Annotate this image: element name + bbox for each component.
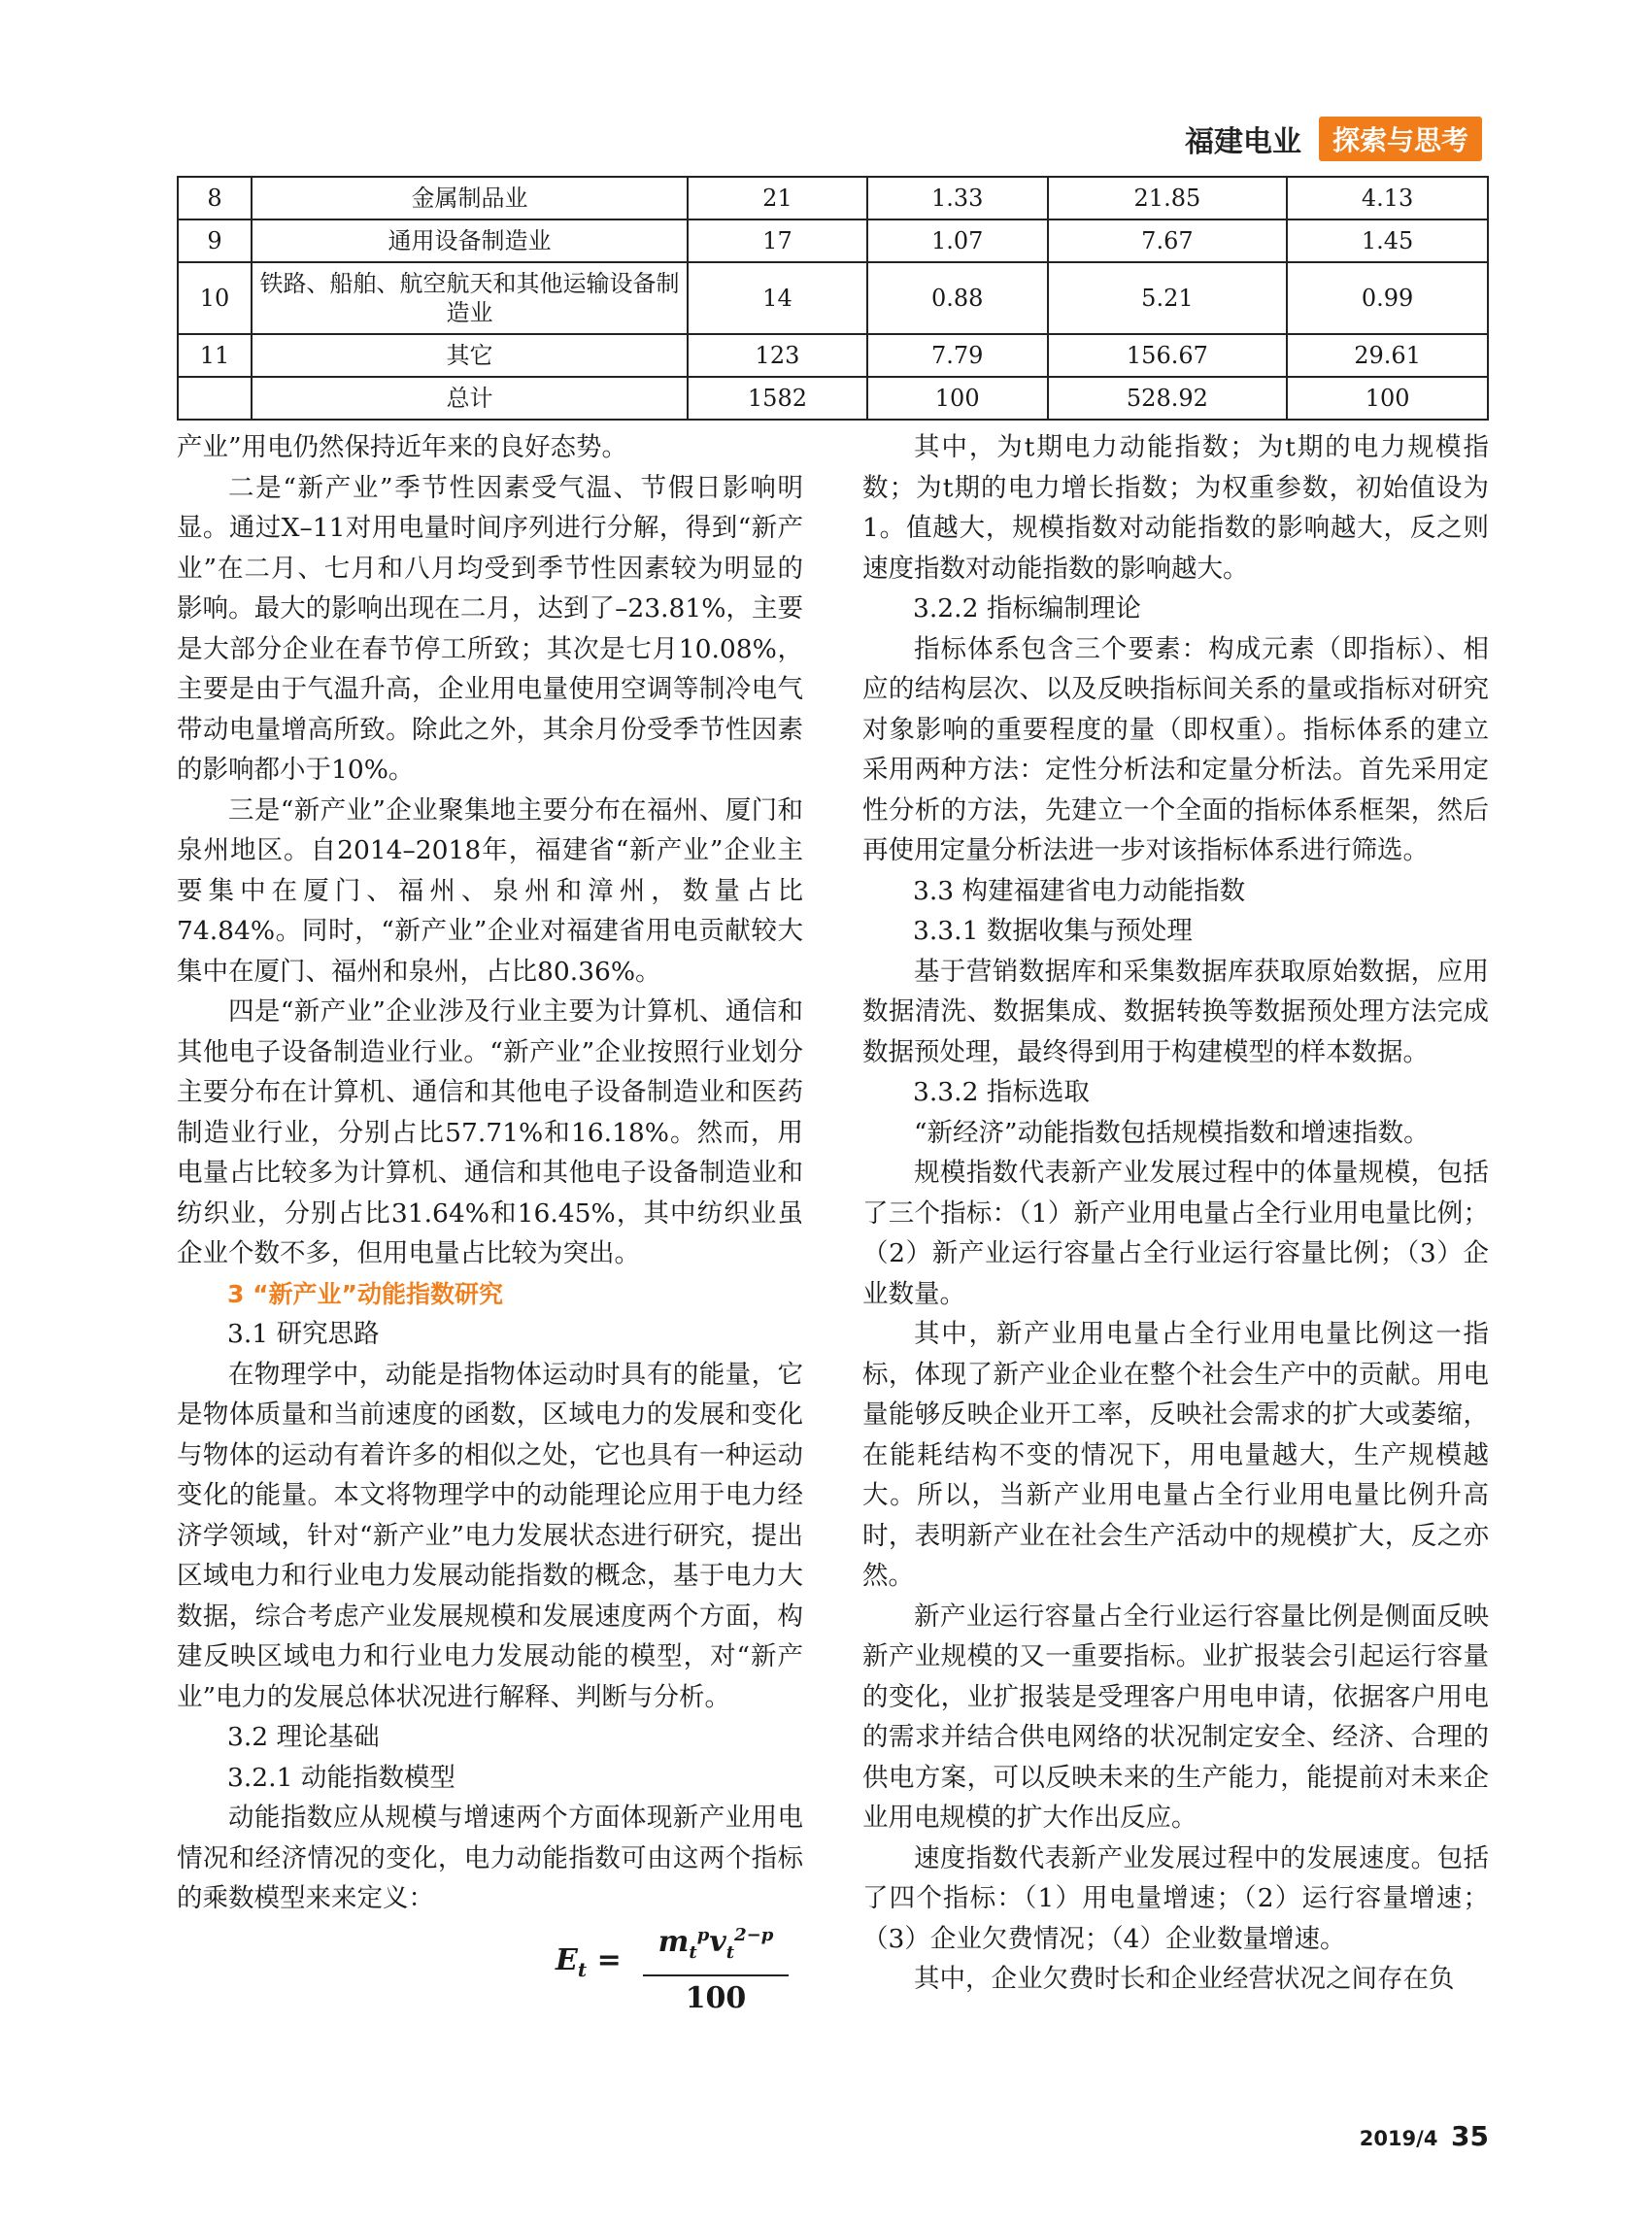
paragraph: 其中，为t期电力动能指数；为t期的电力规模指数；为t期的电力增长指数；为权重参数，初始值设为1。值越大，规模指数对动能指数的影响越大，反之则速度指数对动能指数的影响越大。: [862, 432, 1489, 584]
paragraph: 四是“新产业”企业涉及行业主要为计算机、通信和其他电子设备制造业行业。“新产业”企业按照行业划分主要分布在计算机、通信和其他电子设备制造业和医药制造业行业，分别占比57.71%和16.18%。然而，用电量占比较多为计算机、通信和其他电子设备制造业和纺织业，分别占比31.64%和16.45%，其中纺织业虽企业个数不多，但用电量占比较为突出。: [177, 996, 803, 1268]
row-number: 10: [178, 262, 252, 334]
subsubsection-heading: 3.2.2 指标编制理论: [913, 593, 1141, 624]
table-cell: 29.61: [1287, 334, 1488, 377]
paragraph: 速度指数代表新产业发展过程中的发展速度。包括了四个指标：（1）用电量增速；（2）运行容量增速；（3）企业欠费情况；（4）企业数量增速。: [862, 1842, 1489, 1954]
left-column: [177, 427, 803, 2015]
right-column: [862, 427, 1489, 2000]
table-cell: 1.33: [867, 177, 1048, 219]
table-cell: 100: [1287, 377, 1488, 420]
page-header: [1185, 117, 1482, 161]
table-cell: 17: [688, 219, 867, 262]
table-row: [178, 334, 1488, 377]
table-row-total: [178, 377, 1488, 420]
paragraph: 基于营销数据库和采集数据库获取原始数据，应用数据清洗、数据集成、数据转换等数据预处理方法完成数据预处理，最终得到用于构建模型的样本数据。: [862, 956, 1489, 1067]
paragraph: 产业”用电仍然保持近年来的良好态势。: [177, 432, 628, 462]
table-cell: 1.45: [1287, 219, 1488, 262]
paragraph: 新产业运行容量占全行业运行容量比例是侧面反映新产业规模的又一重要指标。业扩报装会引起运行容量的变化，业扩报装是受理客户用电申请，依据客户用电的需求并结合供电网络的状况制定安全、经济、合理的供电方案，可以反映未来的生产能力，能提前对未来企业用电规模的扩大作出反应。: [862, 1601, 1489, 1833]
industry-name: 金属制品业: [252, 177, 688, 219]
industry-name: 铁路、船舶、航空航天和其他运输设备制造业: [252, 262, 688, 334]
row-number: 11: [178, 334, 252, 377]
row-number: 9: [178, 219, 252, 262]
page-footer: [1360, 2120, 1489, 2152]
subsubsection-heading: 3.2.1 动能指数模型: [227, 1762, 455, 1793]
formula-denominator: 100: [685, 1981, 747, 2015]
table-cell: 0.99: [1287, 262, 1488, 334]
paragraph: 其中，企业欠费时长和企业经营状况之间存在负: [914, 1964, 1455, 1994]
table-cell: 7.67: [1048, 219, 1288, 262]
table-cell: 21.85: [1048, 177, 1288, 219]
table-cell: 5.21: [1048, 262, 1288, 334]
section-tag: 探索与思考: [1319, 117, 1482, 161]
table-cell: 123: [688, 334, 867, 377]
subsubsection-heading: 3.3.2 指标选取: [913, 1077, 1090, 1107]
subsection-heading: 3.2 理论基础: [227, 1722, 380, 1752]
industry-name: 总计: [252, 377, 688, 420]
paragraph: 规模指数代表新产业发展过程中的体量规模，包括了三个指标：（1）新产业用电量占全行业用电量比例；（2）新产业运行容量占全行业运行容量比例；（3）企业数量。: [862, 1158, 1489, 1309]
formula-fraction: [643, 1915, 789, 2019]
subsection-heading: 3.1 研究思路: [227, 1319, 380, 1349]
industry-name: 其它: [252, 334, 688, 377]
paragraph: 二是“新产业”季节性因素受气温、节假日影响明显。通过X–11对用电量时间序列进行分解，得到“新产业”在二月、七月和八月均受到季节性因素较为明显的影响。最大的影响出现在二月，达到了–23.81%，主要是大部分企业在春节停工所致；其次是七月10.08%，主要是由于气温升高，企业用电量使用空调等制冷电气带动电量增高所致。除此之外，其余月份受季节性因素的影响都小于10%。: [177, 472, 803, 785]
table-cell: 156.67: [1048, 334, 1288, 377]
issue-number: 2019/4: [1359, 2127, 1438, 2150]
paragraph: “新经济”动能指数包括规模指数和增速指数。: [914, 1117, 1430, 1148]
industry-table: [177, 176, 1489, 421]
paragraph: 在物理学中，动能是指物体运动时具有的能量，它是物体质量和当前速度的函数，区域电力的发展和变化与物体的运动有着许多的相似之处，它也具有一种运动变化的能量。本文将物理学中的动能理论应用于电力经济学领域，针对“新产业”电力发展状态进行研究，提出区域电力和行业电力发展动能指数的概念，基于电力大数据，综合考虑产业发展规模和发展速度两个方面，构建反映区域电力和行业电力发展动能的模型，对“新产业”电力的发展总体状况进行解释、判断与分析。: [177, 1359, 803, 1712]
industry-name: 通用设备制造业: [252, 219, 688, 262]
subsubsection-heading: 3.3.1 数据收集与预处理: [913, 916, 1193, 946]
paragraph: 动能指数应从规模与增速两个方面体现新产业用电情况和经济情况的变化，电力动能指数可由这两个指标的乘数模型来来定义：: [177, 1803, 803, 1913]
paragraph: 三是“新产业”企业聚集地主要分布在福州、厦门和泉州地区。自2014–2018年，福建省“新产业”企业主要集中在厦门、福州、泉州和漳州，数量占比74.84%。同时，“新产业”企业对福建省用电贡献较大集中在厦门、福州和泉州，占比80.36%。: [177, 794, 803, 987]
page-number: 35: [1451, 2120, 1489, 2152]
kinetic-index-formula: [556, 1915, 803, 2015]
table-row: [178, 219, 1488, 262]
table-cell: 528.92: [1048, 377, 1288, 420]
table-cell: 1.07: [867, 219, 1048, 262]
table-cell: 1582: [688, 377, 867, 420]
table-cell: 14: [688, 262, 867, 334]
table-cell: 100: [867, 377, 1048, 420]
table-row: [178, 177, 1488, 219]
table-cell: 0.88: [867, 262, 1048, 334]
formula-lhs: $E_t$ =: [556, 1942, 622, 1981]
row-number: 8: [178, 177, 252, 219]
row-number: [178, 377, 252, 420]
table-cell: 7.79: [867, 334, 1048, 377]
table-cell: 21: [688, 177, 867, 219]
formula-numerator: $m_t^pv_t^{2-p}$: [643, 1915, 789, 1977]
table-row: [178, 262, 1488, 334]
table-cell: 4.13: [1287, 177, 1488, 219]
paragraph: 指标体系包含三个要素：构成元素（即指标）、相应的结构层次、以及反映指标间关系的量或指标对研究对象影响的重要程度的量（即权重）。指标体系的建立采用两种方法：定性分析法和定量分析法。首先采用定性分析的方法，先建立一个全面的指标体系框架，然后再使用定量分析法进一步对该指标体系进行筛选。: [862, 633, 1489, 865]
paragraph: 其中，新产业用电量占全行业用电量比例这一指标，体现了新产业企业在整个社会生产中的贡献。用电量能够反映企业开工率，反映社会需求的扩大或萎缩，在能耗结构不变的情况下，用电量越大，生产规模越大。所以，当新产业用电量占全行业用电量比例升高时，表明新产业在社会生产活动中的规模扩大，反之亦然。: [862, 1319, 1489, 1591]
journal-name: 福建电业: [1184, 125, 1301, 159]
subsection-heading: 3.3 构建福建省电力动能指数: [913, 875, 1246, 906]
section-heading: 3 “新产业”动能指数研究: [227, 1279, 503, 1308]
